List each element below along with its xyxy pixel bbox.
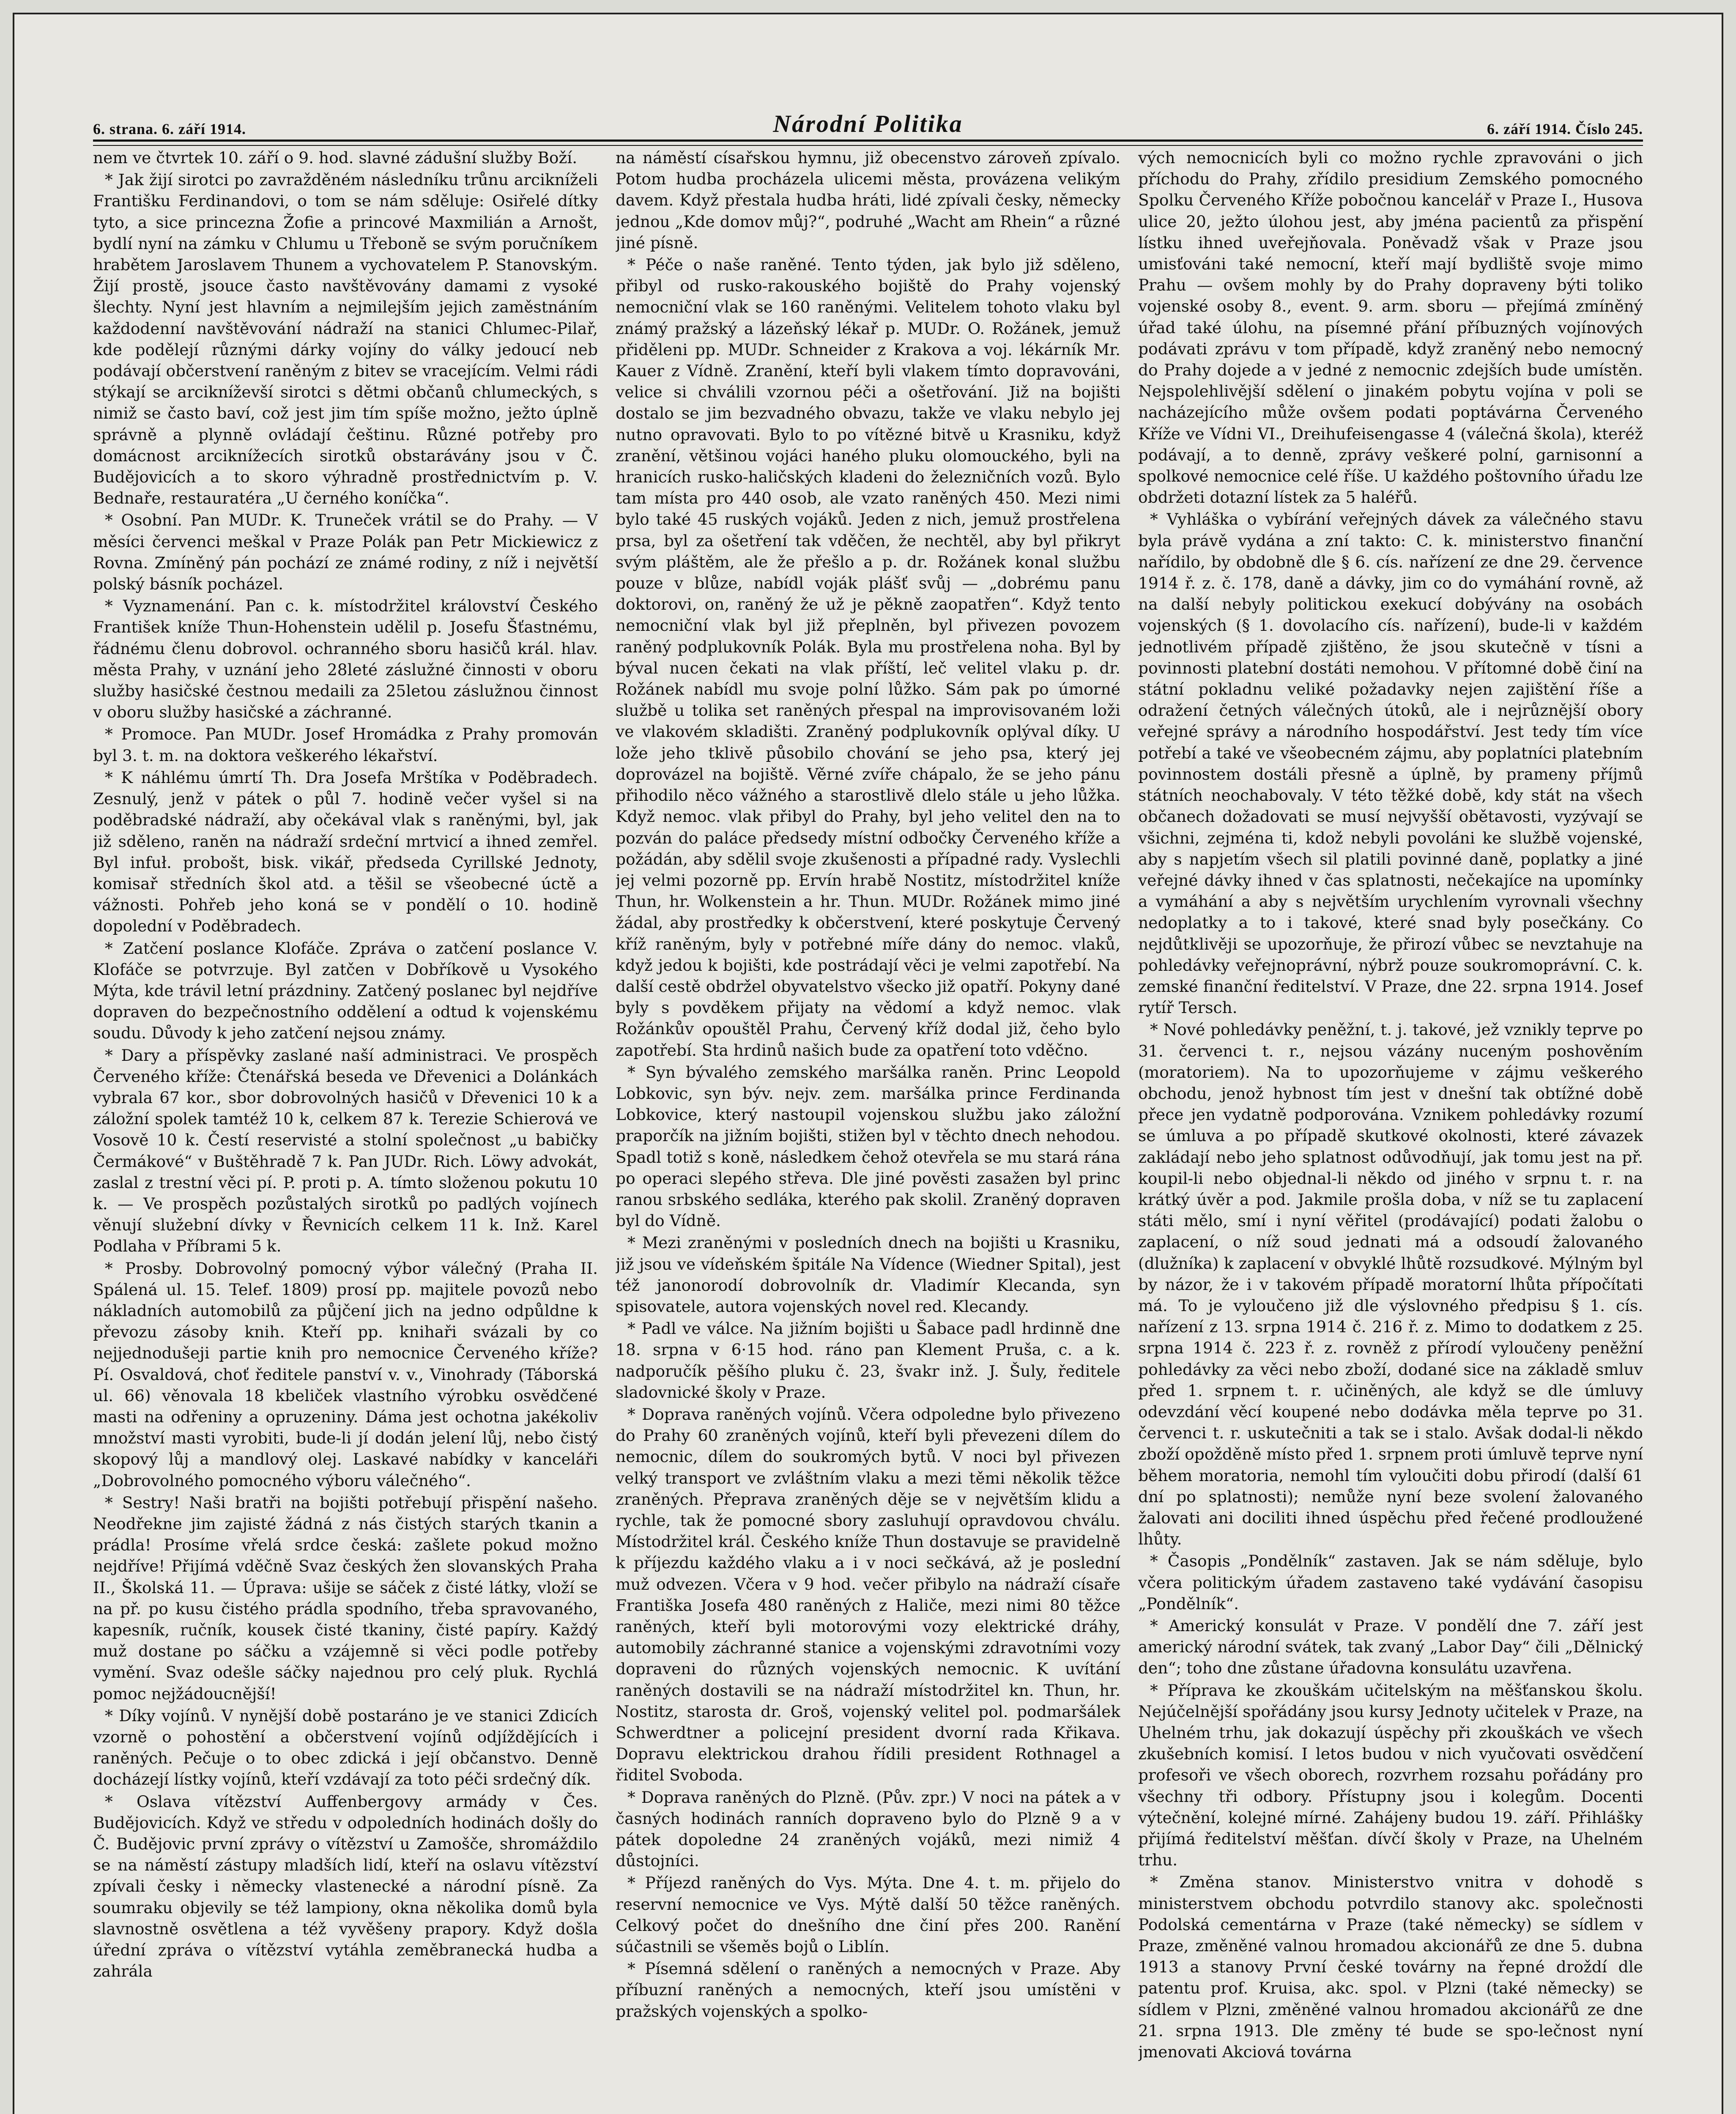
news-paragraph: * Osobní. Pan MUDr. K. Truneček vrátil se do Prahy. — V měsíci červenci meškal v Praze Polák pan Petr Mickiewicz z Rovna. Zmíněný pán pochází ze známé rodiny, z níž i největší polský básník pocházel.	[93, 511, 598, 594]
news-paragraph: * Péče o naše raněné. Tento týden, jak bylo již sděleno, přibyl od rusko-rakouského bojiště do Prahy vojenský nemocniční vlak se 160 raněnými. Velitelem tohoto vlaku byl známý pražský a lázeňský lékař p. MUDr. O. Rožánek, jemuž přiděleni pp. MUDr. Schneider z Krakova a voj. lékárník Mr. Kauer z Vídně. Zranění, kteří byli vlakem tímto dopravováni, velice si chválili vzornou péči a ošetřování. Již na bojišti dostalo se jim bezvadného obvazu, takže ve vlaku nebylo jej nutno opravovati. Bylo to po vítězné bitvě u Krasniku, když zranění, většinou vojáci haného pluku olomouckého, byli na hranicích rusko-haličských kladeni do železničních vozů. Bylo tam místa pro 440 osob, ale vzato raněných 450. Mezi nimi bylo také 45 ruských vojáků. Jeden z nich, jemuž prostřelena prsa, byl za ošetření tak vděčen, že nechtěl, aby byl přikryt svým pláštěm, ale že přešlo a p. dr. Rožánek konal službu pouze v blůze, nabídl voják plášť svůj — „dobrému panu doktorovi, on, raněný že už je pěkně zaopatřen“. Když tento nemocniční vlak byl již přeplněn, byl přivezen povozem raněný podplukovník Polák. Byla mu prostřelena noha. Byl by býval nucen čekati na vlak příští, leč velitel vlaku p. dr. Rožánek nabídl mu svoje polní lůžko. Sám pak po úmorné službě u tolika set raněných přespal na improvisovaném loži ve vlakovém skladišti. Zraněný podplukovník oplýval díky. U lože jeho tklivě působilo chování se jeho psa, který jej doprovázel na bojiště. Věrné zvíře chápalo, že se jeho pánu přihodilo něco vážného a starostlivě dlelo stále u jeho lůžka. Když nemoc. vlak přibyl do Prahy, byl jeho velitel den na to pozván do paláce předsedy místní odbočky Červeného kříže a požádán, aby sdělil svoje zkušenosti a případné rady. Vyslechli jej velmi pozorně pp. Ervín hrabě Nostitz, místodržitel kníže Thun, hr. Wolkenstein a hr. Thun. MUDr. Rožánek mimo jiné žádal, aby prostředky k občerstvení, které poskytuje Červený kříž raněným, byly v potřebné míře dány do nemoc. vlaků, když jedou k bojišti, kde postrádají věci je velmi zapotřebí. Na další cestě obdržel obyvatelstvo všecko již opatří. Pokyny dané byly s povděkem přijaty na vědomí a když nemoc. vlak Rožánkův opouštěl Prahu, Červený kříž dodal již, čeho bylo zapotřebí. Sta hrdinů našich bude za opatření toto vděčno.	[616, 255, 1120, 1060]
header-left: 6. strana. 6. září 1914.	[93, 120, 246, 137]
news-paragraph: * Zatčení poslance Klofáče. Zpráva o zatčení poslance V. Klofáče se potvrzuje. Byl zatčen v Dobříkově u Vysokého Mýta, kde trávil letní prázdniny. Zatčený poslanec byl nejdříve dopraven do bezpečnostního oddělení a odtud k vojenskému soudu. Důvody k jeho zatčení nejsou známy.	[93, 939, 598, 1043]
news-paragraph: * Promoce. Pan MUDr. Josef Hromádka z Prahy promován byl 3. t. m. na doktora veškerého lékařství.	[93, 725, 598, 765]
news-paragraph: * Díky vojínů. V nynější době postaráno je ve stanici Zdicích vzorně o pohostění a občerstvení vojínů odjíždějících i raněných. Pečuje o to obec zdická i její občanstvo. Denně docházejí lístky vojínů, kteří vzdávají za toto péči srdečný dík.	[93, 1706, 598, 1789]
news-paragraph: * Změna stanov. Ministerstvo vnitra v dohodě s ministerstvem obchodu potvrdilo stanovy akc. společnosti Podolská cementárna v Praze (také německy) se sídlem v Praze, změněné valnou hromadou akcionářů ze dne 5. dubna 1913 a stanovy První české továrny na řepné droždí dle patentu prof. Kruisa, akc. spol. v Plzni (také německy) se sídlem v Plzni, změněné valnou hromadou akcionářů ze dne 21. srpna 1913. Dle změny té bude se spo-lečnost nyní jmenovati Akciová továrna	[1138, 1873, 1643, 2062]
news-paragraph: * Americký konsulát v Praze. V pondělí dne 7. září jest americký národní svátek, tak zvaný „Labor Day“ čili „Dělnický den“; toho dne zůstane úřadovna konsulátu uzavřena.	[1138, 1616, 1643, 1678]
article-columns	[93, 147, 1643, 2114]
news-paragraph: * Příprava ke zkouškám učitelským na měšťanskou školu. Nejúčelnější spořádány jsou kursy Jednoty učitelek v Praze, na Uhelném trhu, jak dokazují úspěchy při zkouškách ve všech zkušebních komisí. I letos budou v nich vyučovati osvědčení profesoři ve všech oborech, rozvrhem rozsahu pořádány pro všechny tři odbory. Přístupny jsou i kolegům. Docenti výtečnění, kolejné mírné. Zahájeny budou 19. září. Přihlášky přijímá ředitelství měšťan. dívčí školy v Praze, na Uhelném trhu.	[1138, 1681, 1643, 1870]
news-paragraph: * Oslava vítězství Auffenbergovy armády v Čes. Budějovicích. Když ve středu v odpoledních hodinách došly do Č. Budějovic první zprávy o vítězství u Zamošče, shromáždilo se na náměstí zástupy mladších lidí, kteří na oslavu vítězství zpívali česky i německy vlastenecké a národní písně. Za soumraku objevily se též lampiony, okna několika domů byla slavnostně osvětlena a též vyvěšeny prapory. Když došla úřední zpráva o vítězství vytáhla zeměbranecká hudba a zahrála	[93, 1792, 598, 1981]
news-paragraph: * Časopis „Pondělník“ zastaven. Jak se nám sděluje, bylo včera politickým úřadem zastaveno také vydávání časopisu „Pondělník“.	[1138, 1552, 1643, 1613]
news-paragraph: * K náhlému úmrtí Th. Dra Josefa Mrštíka v Poděbradech. Zesnulý, jenž v pátek o půl 7. hodině večer vyšel si na poděbradské nádraží, aby očekával vlak s raněnými, byl, jak již sděleno, raněn na nádraží srdeční mrtvicí a ihned zemřel. Byl infuł. probošt, bisk. vikář, předseda Cyrillské Jednoty, komisař středních škol atd. a těšil se všeobecné úctě a vážnosti. Pohřeb jeho koná se v pondělí o 10. hodině dopolední v Poděbradech.	[93, 768, 598, 936]
news-paragraph: * Vyznamenání. Pan c. k. místodržitel království Českého František kníže Thun-Hohenstein udělil p. Josefu Šťastnému, řádnému členu dobrovol. ochranného sboru hasičů král. hlav. města Prahy, v uznání jeho 28leté záslužné činnosti v oboru služby hasičské čestnou medaili za 25letou záslužnou činnost v oboru služby hasičské a záchranné.	[93, 597, 598, 722]
masthead-title: Národní Politika	[773, 110, 963, 137]
header-rule	[93, 140, 1643, 146]
page-header	[93, 104, 1643, 138]
news-paragraph: * Sestry! Naši bratři na bojišti potřebují přispění našeho. Neodřekne jim zajisté žádná z nás čistých starých tkanin a prádla! Prosíme vřelá srdce česká: zašlete pokud možno nejdříve! Přijímá vděčně Svaz českých žen slovanských Praha II., Školská 11. — Úprava: ušije se sáček z čisté látky, vloží se na př. po kusu čistého prádla spodního, třeba spravovaného, kapesník, ručník, kousek čisté tkaniny, čisté papíry. Každý muž dostane po sáčku a vzájemně si věci podle potřeby vymění. Svaz odešle sáčky najednou pro celý pluk. Rychlá pomoc nejžádoucnější!	[93, 1493, 598, 1703]
news-paragraph: * Jak žijí sirotci po zavražděném následníku trůnu arcikníželi Františku Ferdinandovi, o tom se nám sděluje: Osiřelé dítky tyto, a sice princezna Žofie a princové Maxmilián a Arnošt, bydlí nyní na zámku v Chlumu u Třeboně se svým poručníkem hrabětem Jaroslavem Thunem a vychovatelem P. Stanovským. Žijí prostě, jsouce často navštěvovány damami z vysoké šlechty. Nyní jest hlavním a nejmilejším jejich zaměstnáním každodenní navštěvování nádraží na stanici Chlumec-Pilař, kde podělejí různými dárky vojíny do války jedoucí neb podávají občerstvení raněným z bitev se vracejícím. Velmi rádi stýkají se arcikníževší sirotci s dětmi občanů chlumeckých, s nimiž se často baví, což jest jim tím spíše možno, ježto úplně správně a plynně ovládají češtinu. Různé potřeby pro domácnost arciknížecích sirotků obstarávány jsou v Č. Budějovicích a to skoro výhradně prostřednictvím p. V. Bednaře, restauratéra „U černého koníčka“.	[93, 170, 598, 508]
column-1	[93, 147, 598, 2114]
news-paragraph: na náměstí císařskou hymnu, již obecenstvo zároveň zpívalo. Potom hudba procházela ulicemi města, provázena velikým davem. Když přestala hudba hráti, lidé zpívali česky, německy jednou „Kde domov můj?“, podruhé „Wacht am Rhein“ a různé jiné písně.	[616, 148, 1120, 252]
news-paragraph: * Padl ve válce. Na jižním bojišti u Šabace padl hrdinně dne 18. srpna v 6·15 hod. ráno pan Klement Pruša, c. a k. nadporučík pěšího pluku č. 23, švakr inž. J. Šuly, ředitele sladovnické školy v Praze.	[616, 1319, 1120, 1402]
news-paragraph: * Syn bývalého zemského maršálka raněn. Princ Leopold Lobkovic, syn býv. nejv. zem. maršálka prince Ferdinanda Lobkovice, který nastoupil vojenskou službu jako záložní praporčík na jižním bojišti, stižen byl v těchto dnech nehodou. Spadl totiž s koně, následkem čehož otevřela se mu stará rána po operaci slepého střeva. Dle jiné pověsti zasažen byl princ ranou srbského sedláka, kterého pak skolil. Zraněný dopraven byl do Vídně.	[616, 1062, 1120, 1230]
news-paragraph: * Nové pohledávky peněžní, t. j. takové, jež vznikly teprve po 31. červenci t. r., nejsou vázány nuceným poshověním (moratoriem). Na to upozorňujeme v zájmu veškerého obchodu, jenož hybnost tím jest v dnešní tak obtížné době přece jen vydatně podporována. Vznikem pohledávky rozumí se úmluva a po případě skutkové okolnosti, které závazek zakládají nebo jeho splatnost odůvodňují, jak tomu jest na př. koupil-li nebo objednal-li někdo od jiného v srpnu t. r. na krátký úvěr a pod. Jakmile prošla doba, v níž se tu zaplacení státi mělo, smí i nyní věřitel (prodávající) podati žalobu o zaplacení, o níž soud jednati má a odsoudí žalovaného (dlužníka) k zaplacení v obvyklé lhůtě rozsudkové. Mýlným byl by názor, že i v takovém případě moratorní lhůta přípočítati má. To je vyloučeno již dle výslovného předpisu § 1. cís. nařízení z 13. srpna 1914 č. 216 ř. z. Mimo to dodatkem z 25. srpna 1914 č. 223 ř. z. rovněž z přírodí vyloučeny peněžní pohledávky za věci nebo zboží, dodané sice na základě smluv před 1. srpnem t. r. učiněných, ale když se dle úmluvy odevzdání věcí koupené nebo dodávka měla teprve po 31. červenci t. r. uskutečniti a tak se i stalo. Avšak dodal-li někdo zboží opožděně místo před 1. srpnem proti úmluvě teprve nyní během moratoria, nemohl tím vyloučiti dobu přirodí (další 61 dní po splatnosti); nemůže nyní beze svolení žalovaného žalovati ani dociliti ihned úspěchu před řečené prodloužené lhůty.	[1138, 1020, 1643, 1549]
news-paragraph: * Mezi zraněnými v posledních dnech na bojišti u Krasniku, již jsou ve vídeňském špitále Na Vídence (Wiedner Spital), jest též janonorodí dobrovolník dr. Vladimír Klecanda, syn spisovatele, autora vojenských novel red. Klecandy.	[616, 1233, 1120, 1316]
news-paragraph: nem ve čtvrtek 10. září o 9. hod. slavné zádušní služby Boží.	[93, 148, 578, 167]
column-3	[1138, 147, 1643, 2114]
news-paragraph: * Vyhláška o vybírání veřejných dávek za válečného stavu byla právě vydána a zní takto: C. k. ministerstvo finanční nařídilo, by obdobně dle § 6. cís. nařízení ze dne 29. července 1914 ř. z. č. 178, daně a dávky, jim co do vymáhání rovně, až na další nebyly politickou exekucí dobývány na osobách vojenských (§ 1. dovolacího cís. nařízení), bude-li v každém jednotlivém případě zjištěno, že jsou skutečně v tísni a povinnosti platební dostáti nemohou. V přítomné době činí na státní pokladnu veliké požadavky nejen zajištění říše a odražení četných válečných útoků, ale i nejrůznější obory veřejné správy a národního hospodářství. Jest tedy tím více potřebí a také ve všeobecném zájmu, aby poplatníci platebním povinnostem dostáli přesně a úplně, by prameny příjmů státních neochabovaly. V této těžké době, kdy stát na všech občanech dožadovati se musí nejvyšší obětavosti, vyzývají se všichni, zejména ti, kdož nebyli povoláni ke službě vojenské, aby s napjetím všech sil platili povinné daně, poplatky a jiné veřejné dávky ihned v čas splatnosti, nečekajíce na upomínky a vymáhání a aby s největším urychlením vyrovnali všechny nedoplatky a to i takové, které snad byly posečkány. Co nejdůtklivěji se upozorňuje, že přirozí vůbec se nevztahuje na pohledávky veřejnoprávní, nýbrž pouze soukromoprávní. C. k. zemské finanční ředitelství. V Praze, dne 22. srpna 1914. Josef rytíř Tersch.	[1138, 510, 1643, 1017]
column-2	[616, 147, 1120, 2114]
news-paragraph: vých nemocnicích byli co možno rychle zpravováni o jich příchodu do Prahy, zřídilo presidium Zemského pomocného Spolku Červeného Kříže pobočnou kancelář v Praze I., Husova ulice 20, ježto úlohou jest, aby jména pacientů za přispění lístku ihned uveřejňovala. Poněvadž však v Praze jsou umisťováni také nemocní, kteří mají bydliště svoje mimo Prahu — ovšem mohly by do Prahy dopraveny býti toliko vojenské osoby 8., event. 9. arm. sboru — přejímá zmíněný úřad také úlohu, na písemné přání příbuzných vojínových podávati zprávu v tom případě, když zraněný nebo nemocný do Prahy dojede a v jedné z nemocnic zdejších bude umístěn. Nejspolehlivější sdělení o jinakém pobytu vojína v poli se nacházejícího může ovšem podati poptávárna Červeného Kříže ve Vídni VI., Dreihufeisengasse 4 (válečná škola), kteréž podávají, a to denně, zprávy veškeré polní, garnisonní a spolkové nemocnice celé říše. U každého poštovního úřadu lze obdržeti dotazní lístek za 5 haléřů.	[1138, 148, 1643, 507]
news-paragraph: * Doprava raněných do Plzně. (Pův. zpr.) V noci na pátek a v časných hodinách ranních dopraveno bylo do Plzně 9 a v pátek dopoledne 24 zraněných vojáků, mezi nimiž 4 důstojníci.	[616, 1788, 1120, 1870]
news-paragraph: * Prosby. Dobrovolný pomocný výbor válečný (Praha II. Spálená ul. 15. Telef. 1809) prosí pp. majitele povozů nebo nákladních automobilů za půjčení jich na jedno odpůldne k převozu zásoby knih. Kteří pp. knihaři svázali by co nejjednodušeji partie knih pro nemocnice Červeného kříže? Pí. Osvaldová, choť ředitele panství v. v., Vinohrady (Táborská ul. 66) věnovala 18 kbeliček vlastního výrobku osvědčené masti na odřeniny a opruzeniny. Dáma jest ochotna jakékoliv množství masti vyrobiti, bude-li jí dodán jelení lůj, nebo čistý skopový lůj a mandlový olej. Laskavé nabídky v kanceláři „Dobrovolného pomocného výboru válečného“.	[93, 1259, 598, 1490]
news-paragraph: * Doprava raněných vojínů. Včera odpoledne bylo přivezeno do Prahy 60 zraněných vojínů, kteří byli převezeni dílem do nemocnic, dílem do soukromých bytů. V noci byl přivezen velký transport ve zvláštním vlaku a mezi těmi několik těžce zraněných. Přeprava zraněných děje se v největším klidu a rychle, tak že pomocné sbory zasluhují opravdovou chválu. Místodržitel král. Českého kníže Thun dostavuje se pravidelně k příjezdu každého vlaku a i v noci sečkává, až je poslední muž odvezen. Včera v 9 hod. večer přibylo na nádraží císaře Františka Josefa 480 raněných z Haliče, mezi nimi 80 těžce raněných, kteří byli motorovými vozy elektrické dráhy, automobily záchranné stanice a vojenskými zdravotními vozy dopraveni do různých vojenských nemocnic. K uvítání raněných dostavili se na nádraží místodržitel kn. Thun, hr. Nostitz, starosta dr. Groš, vojenský velitel pol. podmaršálek Schwerdtner a policejní president dvorní rada Křikava. Dopravu elektrickou drahou řídili president Rothnagel a řiditel Svoboda.	[616, 1405, 1120, 1785]
news-paragraph: * Dary a příspěvky zaslané naší administraci. Ve prospěch Červeného kříže: Čtenářská beseda ve Dřevenici a Dolánkách vybrala 67 kor., sbor dobrovolných hasičů v Dřevenici 10 k a záložní spolek tamtéž 10 k, celkem 87 k. Terezie Schierová ve Vosově 10 k. Čestí reservisté a stolní společnost „u babičky Čermákové“ v Buštěhradě 7 k. Pan JUDr. Rich. Löwy advokát, zaslal z trestní věci pí. P. proti p. A. tímto složenou pokutu 10 k. — Ve prospěch pozůstalých sirotků po padlých vojínech věnují služební dívky v Řevnicích celkem 11 k. Inž. Karel Podlaha v Příbrami 5 k.	[93, 1046, 598, 1256]
news-paragraph: * Písemná sdělení o raněných a nemocných v Praze. Aby příbuzní raněných a nemocných, kteří jsou umístěni v pražských vojenských a spolko-	[616, 1959, 1120, 2021]
header-right: 6. září 1914. Číslo 245.	[1487, 120, 1643, 137]
news-paragraph: * Příjezd raněných do Vys. Mýta. Dne 4. t. m. přijelo do reservní nemocnice ve Vys. Mýtě další 50 těžce raněných. Celkový počet do dnešního dne činí přes 200. Ranění súčastnili se všeměs bojů o Liblín.	[616, 1873, 1120, 1956]
